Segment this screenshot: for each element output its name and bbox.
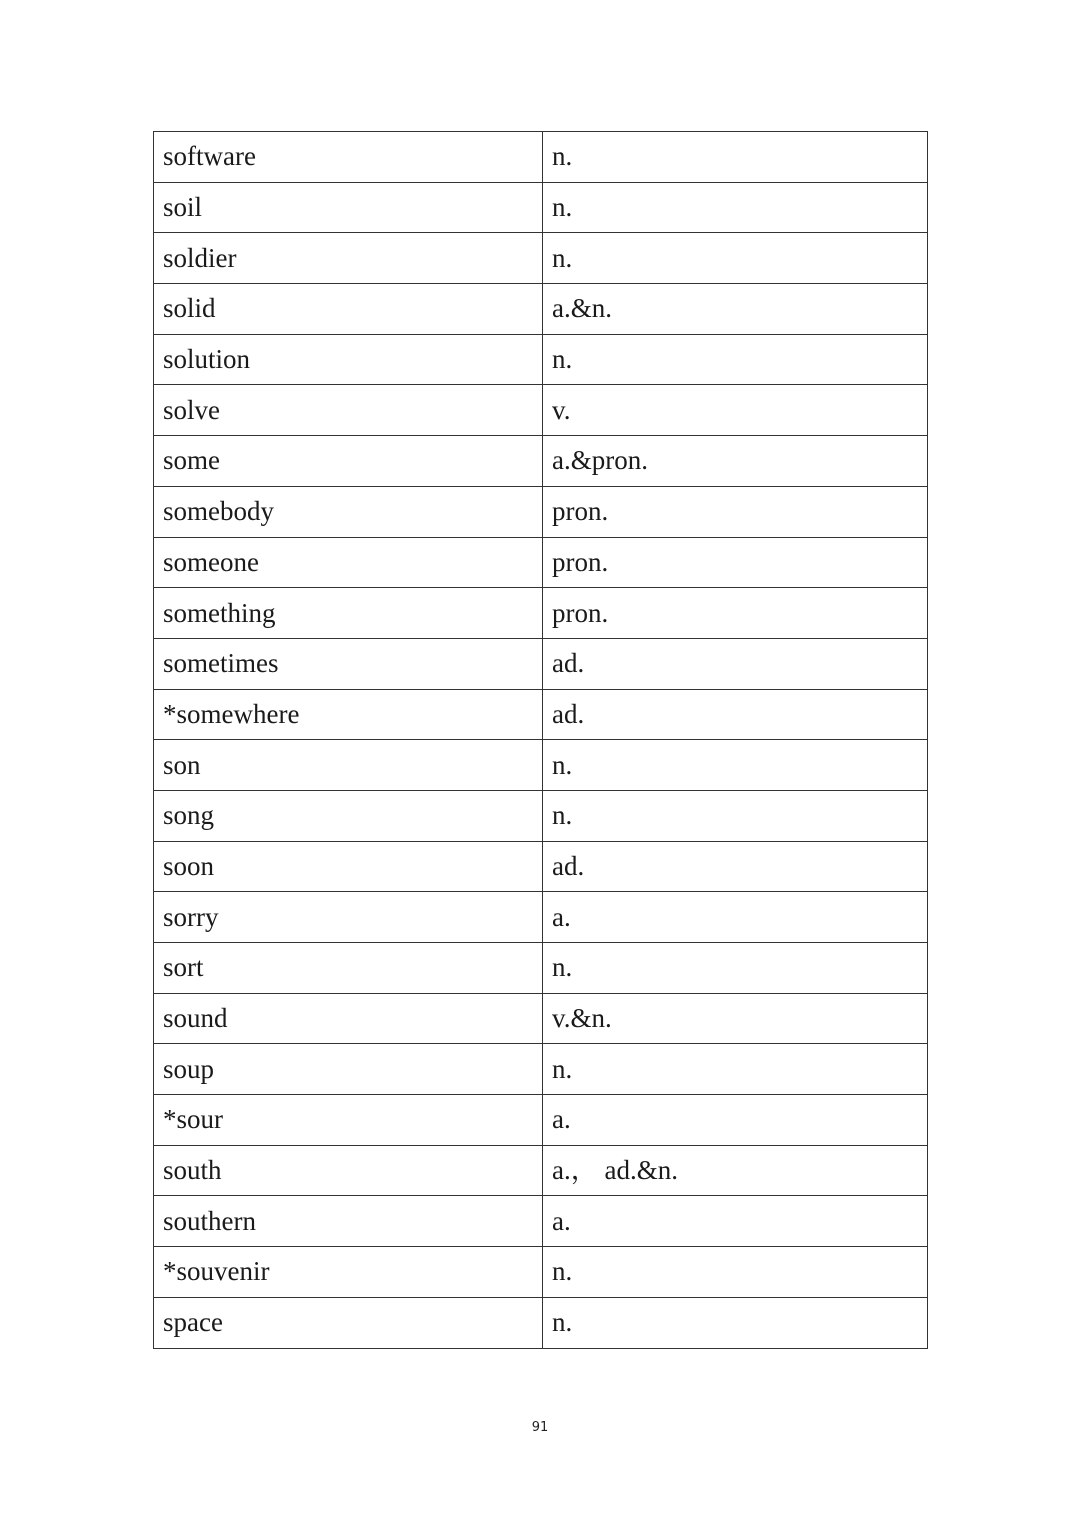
part-of-speech-cell: a.&n. [543, 284, 928, 335]
part-of-speech-cell: n. [543, 1247, 928, 1298]
part-of-speech-cell: n. [543, 1044, 928, 1095]
word-cell: soldier [154, 233, 543, 284]
part-of-speech-cell: pron. [543, 486, 928, 537]
word-cell: some [154, 436, 543, 487]
table-row [154, 537, 928, 588]
word-cell: southern [154, 1196, 543, 1247]
part-of-speech-cell: n. [543, 182, 928, 233]
part-of-speech-cell: a.， ad.&n. [543, 1145, 928, 1196]
word-cell: solid [154, 284, 543, 335]
table-row [154, 943, 928, 994]
table-row [154, 588, 928, 639]
part-of-speech-cell: n. [543, 334, 928, 385]
word-cell: space [154, 1297, 543, 1348]
part-of-speech-cell: n. [543, 132, 928, 183]
word-cell: sorry [154, 892, 543, 943]
part-of-speech-cell: a. [543, 1196, 928, 1247]
word-cell: *somewhere [154, 689, 543, 740]
word-cell: *sour [154, 1095, 543, 1146]
table-row [154, 892, 928, 943]
part-of-speech-cell: n. [543, 1297, 928, 1348]
vocabulary-table [153, 131, 928, 1349]
part-of-speech-cell: v.&n. [543, 993, 928, 1044]
word-cell: something [154, 588, 543, 639]
part-of-speech-cell: n. [543, 790, 928, 841]
word-cell: somebody [154, 486, 543, 537]
word-cell: soil [154, 182, 543, 233]
word-cell: sound [154, 993, 543, 1044]
table-row [154, 132, 928, 183]
table-row [154, 740, 928, 791]
part-of-speech-cell: pron. [543, 588, 928, 639]
part-of-speech-cell: n. [543, 233, 928, 284]
part-of-speech-cell: ad. [543, 638, 928, 689]
word-cell: software [154, 132, 543, 183]
table-row [154, 1145, 928, 1196]
table-row [154, 334, 928, 385]
word-cell: sort [154, 943, 543, 994]
part-of-speech-cell: a. [543, 1095, 928, 1146]
table-row [154, 436, 928, 487]
part-of-speech-cell: n. [543, 943, 928, 994]
part-of-speech-cell: a. [543, 892, 928, 943]
part-of-speech-cell: pron. [543, 537, 928, 588]
table-row [154, 1044, 928, 1095]
word-cell: soon [154, 841, 543, 892]
word-cell: sometimes [154, 638, 543, 689]
table-row [154, 1247, 928, 1298]
table-row [154, 790, 928, 841]
part-of-speech-cell: ad. [543, 841, 928, 892]
table-row [154, 284, 928, 335]
part-of-speech-cell: v. [543, 385, 928, 436]
table-row [154, 1196, 928, 1247]
table-row [154, 689, 928, 740]
table-row [154, 385, 928, 436]
table-row [154, 233, 928, 284]
word-cell: song [154, 790, 543, 841]
page-number: 91 [531, 1420, 549, 1435]
word-cell: someone [154, 537, 543, 588]
word-cell: south [154, 1145, 543, 1196]
part-of-speech-cell: n. [543, 740, 928, 791]
table-row [154, 182, 928, 233]
vocabulary-table-body [154, 132, 928, 1349]
word-cell: solve [154, 385, 543, 436]
table-row [154, 841, 928, 892]
table-row [154, 993, 928, 1044]
word-cell: solution [154, 334, 543, 385]
table-row [154, 1095, 928, 1146]
table-row [154, 1297, 928, 1348]
word-cell: soup [154, 1044, 543, 1095]
part-of-speech-cell: a.&pron. [543, 436, 928, 487]
table-row [154, 486, 928, 537]
word-cell: son [154, 740, 543, 791]
table-row [154, 638, 928, 689]
part-of-speech-cell: ad. [543, 689, 928, 740]
word-cell: *souvenir [154, 1247, 543, 1298]
